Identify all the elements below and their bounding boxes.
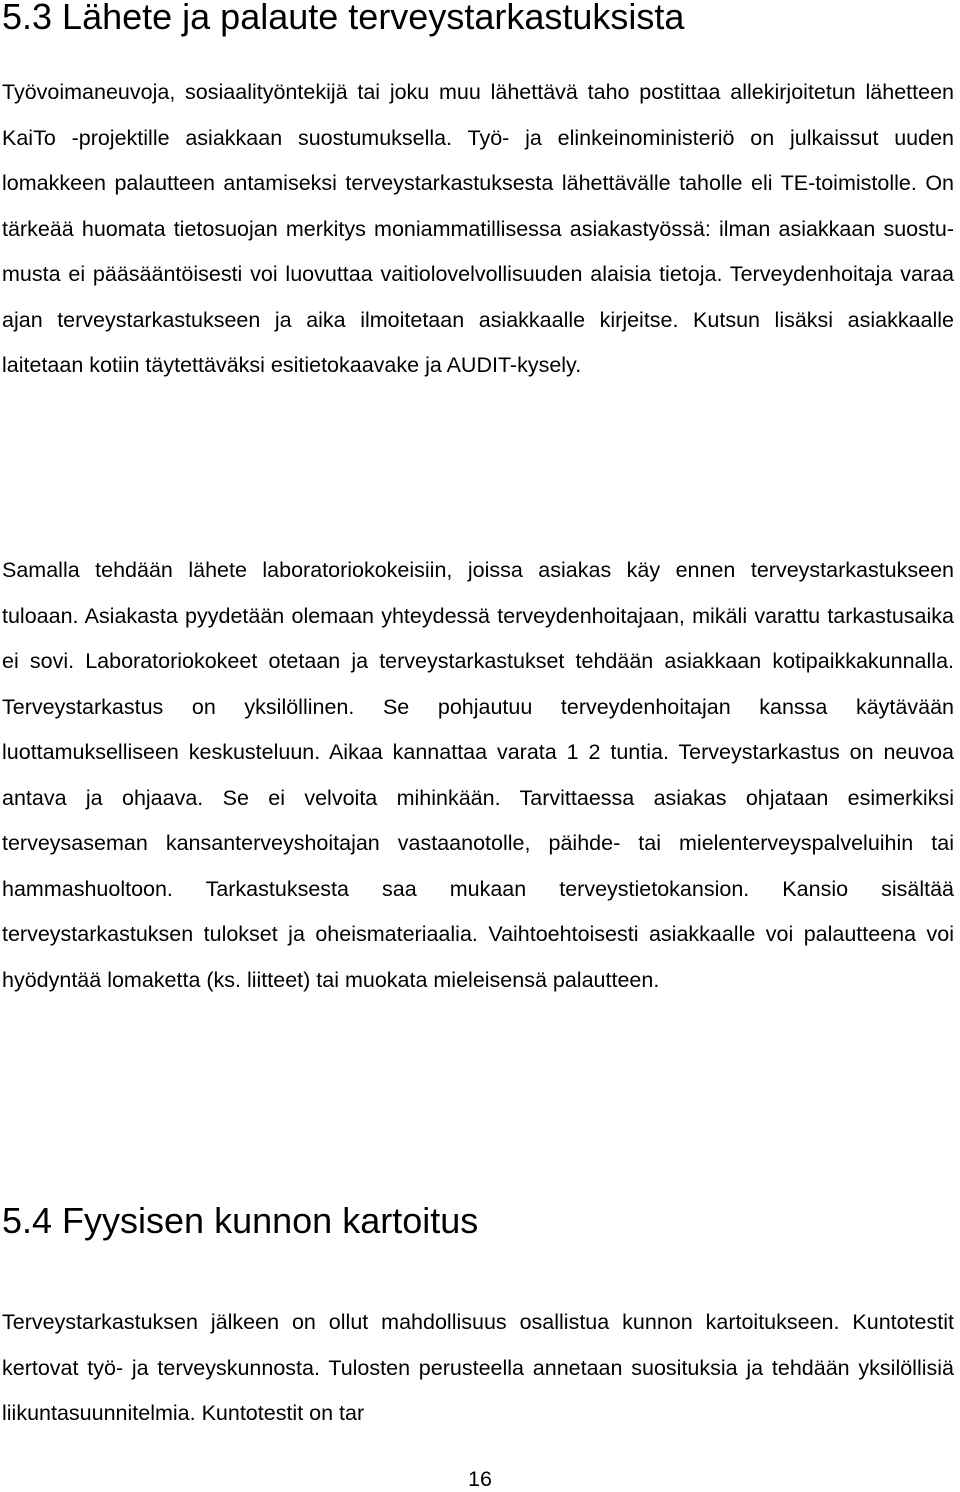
section-5-3-paragraph-1: Työvoimaneuvoja, sosiaalityöntekijä tai joku muu lähettävä taho postittaa allekirjoitetun lähetteen KaiTo -projektille asiakkaan suostumuksella. Työ- ja elinkeinoministeriö on julkaissut uuden lomakkeen palautteen antamiseksi terveystarkastuksesta lähettävälle taholle eli TE-toimistolle. On tärkeää huomata tietosuojan merkitys moniammatillisessa asiakastyössä: ilman asiakkaan suostumusta ei pääsääntöisesti voi luovuttaa vaitiolovelvollisuuden alaisia tietoja. Terveydenhoitaja varaa ajan terveystarkastukseen ja aika ilmoitetaan asiakkaalle kirjeitse. Kutsun lisäksi asiakkaalle laitetaan kotiin täytettäväksi esitietokaavake ja AUDIT-kysely. [2,80,954,377]
page-number: 16 [468,1467,492,1491]
section-5-4-paragraph-1: Terveystarkastuksen jälkeen on ollut mahdollisuus osallistua kunnon kartoitukseen. Kuntotestit kertovat työ- ja terveyskunnosta. Tulosten perusteella annetaan suosituksia ja tehdään yksilöllisiä liikuntasuunnitelmia. Kuntotestit on tar [2,1310,954,1425]
section-5-3-heading: 5.3 Lähete ja palaute terveystarkastuksista [2,0,685,37]
section-5-3-paragraph-2: Samalla tehdään lähete laboratoriokokeisiin, joissa asiakas käy ennen terveystarkastukseen tuloaan. Asiakasta pyydetään olemaan yhteydessä terveydenhoitajaan, mikäli varattu tarkastusaika ei sovi. Laboratoriokokeet otetaan ja terveystarkastukset tehdään asiakkaan kotipaikkakunnalla. Terveystarkastus on yksilöllinen. Se pohjautuu terveydenhoitajan kanssa käytävään luottamukselliseen keskusteluun. Aikaa kannattaa varata 1 2 tuntia. Terveystarkastus on neuvoa antava ja ohjaava. Se ei velvoita mihinkään. Tarvittaessa asiakas ohjataan esimerkiksi terveysaseman kansanterveyshoitajan vastaanotolle, päihde- tai mielenterveyspalveluihin tai hammashuoltoon. Tarkastuksesta saa mukaan terveystietokansion. Kansio sisältää terveystarkastuksen tulokset ja oheismateriaalia. Vaihtoehtoisesti asiakkaalle voi palautteena voi hyödyntää lomaketta (ks. liitteet) tai muokata mieleisensä palautteen. [2,558,954,992]
section-5-4-heading: 5.4 Fyysisen kunnon kartoitus [2,1200,479,1241]
